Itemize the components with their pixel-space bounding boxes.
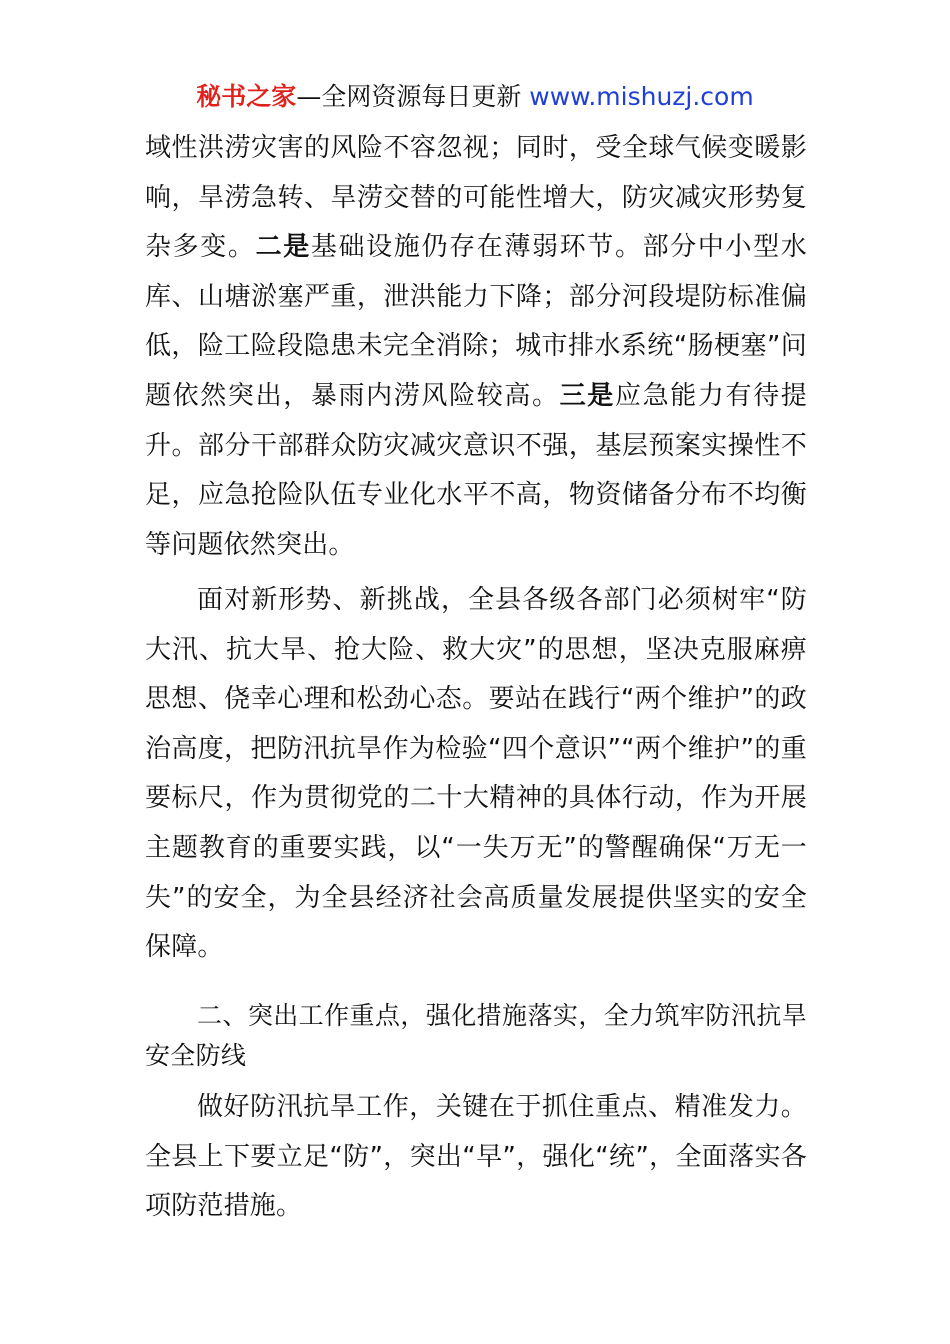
document-body (145, 124, 807, 1232)
paragraph-risks-text-1: 域性洪涝灾害的风险不容忽视；同时，受全球气候变暖影响，旱涝急转、旱涝交替的可能性增大，防灾减灾形势复杂多变。 (145, 133, 807, 263)
section-heading: 二、突出工作重点，强化措施落实，全力筑牢防汛抗旱安全防线 (145, 1001, 807, 1070)
point-three-label: 三是 (559, 380, 615, 411)
point-two-label: 二是 (255, 232, 311, 263)
paragraph-risks-text-3: 应急能力有待提升。部分干部群众防灾减灾意识不强，基层预案实操性不足，应急抢险队伍专业化水平不高，物资储备分布不均衡等问题依然突出。 (145, 380, 807, 560)
paragraph-risks (145, 124, 807, 570)
paragraph-key-work: 做好防汛抗旱工作，关键在于抓住重点、精准发力。全县上下要立足“防”，突出“早”，强化“统”，全面落实各项防范措施。 (145, 1092, 807, 1222)
paragraph-risks-text-2: 基础设施仍存在薄弱环节。部分中小型水库、山塘淤塞严重，泄洪能力下降；部分河段堤防标准偏低，险工险段隐患未完全消除；城市排水系统“肠梗塞”问题依然突出，暴雨内涝风险较高。 (145, 232, 807, 411)
brand-name: 秘书之家 (196, 82, 297, 111)
header-tagline: —全网资源每日更新 (296, 82, 522, 111)
page-header (0, 80, 950, 114)
paragraph-new-situation: 面对新形势、新挑战，全县各级各部门必须树牢“防大汛、抗大旱、抢大险、救大灾”的思想，坚决克服麻痹思想、侥幸心理和松劲心态。要站在践行“两个维护”的政治高度，把防汛抗旱作为检验“四个意识”“两个维护”的重要标尺，作为贯彻党的二十大精神的具体行动，作为开展主题教育的重要实践，以“一失万无”的警醒确保“万无一失”的安全，为全县经济社会高质量发展提供坚实的安全保障。 (145, 585, 807, 963)
site-url-link[interactable]: www.mishuzj.com (529, 82, 754, 111)
